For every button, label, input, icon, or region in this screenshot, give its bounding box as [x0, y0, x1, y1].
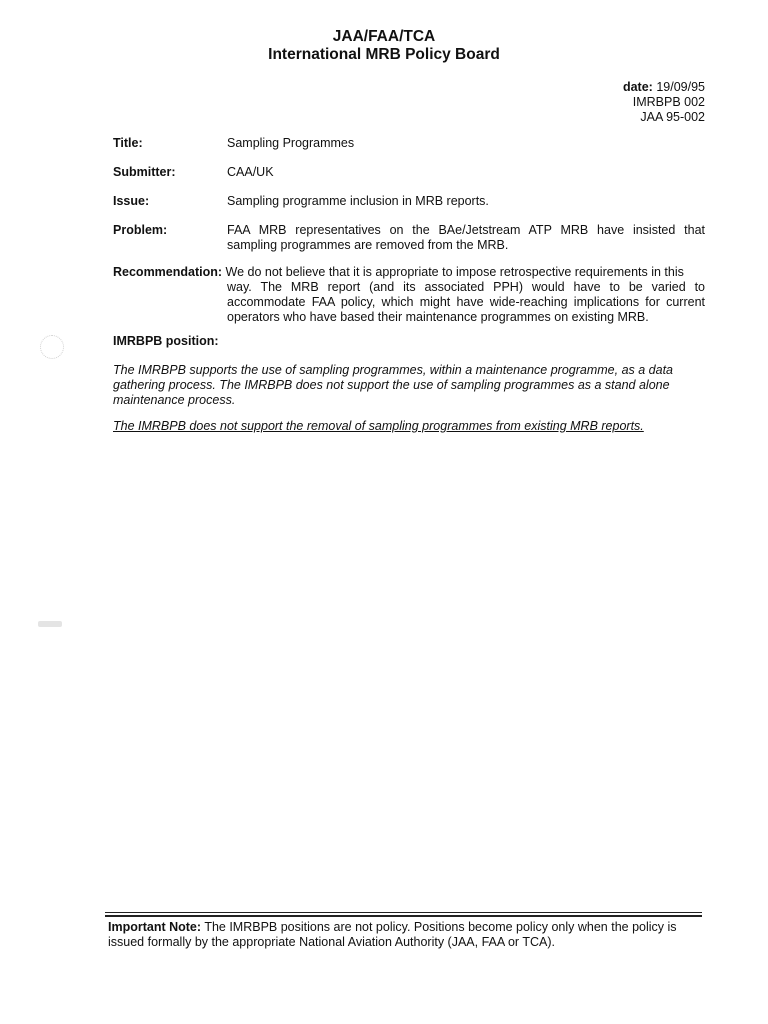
reference-imrbpb: IMRBPB 002	[632, 95, 705, 109]
date-line	[623, 80, 705, 95]
title-label: Title:	[113, 136, 143, 150]
problem-value: FAA MRB representatives on the BAe/Jetstream ATP MRB have insisted that sampling programmes are removed from the MRB.	[227, 223, 705, 252]
scan-artifact-mark	[38, 621, 62, 627]
document-meta	[623, 80, 705, 125]
position-underlined-statement: The IMRBPB does not support the removal of sampling programmes from existing MRB reports.	[113, 419, 644, 433]
issue-value: Sampling programme inclusion in MRB reports.	[227, 194, 489, 208]
title-value: Sampling Programmes	[227, 136, 355, 150]
position-paragraph: The IMRBPB supports the use of sampling programmes, within a maintenance programme, as a data gathering process. The IMRBPB does not support the use of sampling programmes as a stand alone maintenance process.	[113, 363, 673, 407]
important-note-label: Important Note:	[108, 920, 202, 934]
date-value: 19/09/95	[656, 80, 705, 94]
reference-jaa: JAA 95-002	[640, 110, 705, 124]
position-heading: IMRBPB position:	[113, 334, 219, 348]
recommendation-value: way. The MRB report (and its associated PPH) would have to be varied to accommodate FAA policy, which might have wide-reaching implications for current operators who have based their maintenance programmes on existing MRB.	[227, 280, 705, 324]
recommendation-first-text: We do not believe that it is appropriate to impose retrospective requirements in this	[225, 265, 684, 279]
issue-label: Issue:	[113, 194, 150, 208]
footer-rule-thick	[105, 915, 702, 917]
submitter-value: CAA/UK	[227, 165, 274, 179]
important-note	[108, 920, 698, 950]
date-label: date:	[622, 80, 653, 94]
problem-label: Problem:	[113, 223, 168, 237]
footer-rule	[105, 912, 702, 913]
submitter-label: Submitter:	[113, 165, 176, 179]
recommendation-label: Recommendation:	[113, 265, 223, 279]
recommendation-first-line	[113, 265, 705, 280]
header-board-name: International MRB Policy Board	[268, 46, 500, 63]
important-note-text: The IMRBPB positions are not policy. Positions become policy only when the policy is issued formally by the appropriate National Aviation Authority (JAA, FAA or TCA).	[108, 920, 677, 949]
header-organization: JAA/FAA/TCA	[332, 28, 436, 45]
scan-artifact	[40, 335, 64, 359]
